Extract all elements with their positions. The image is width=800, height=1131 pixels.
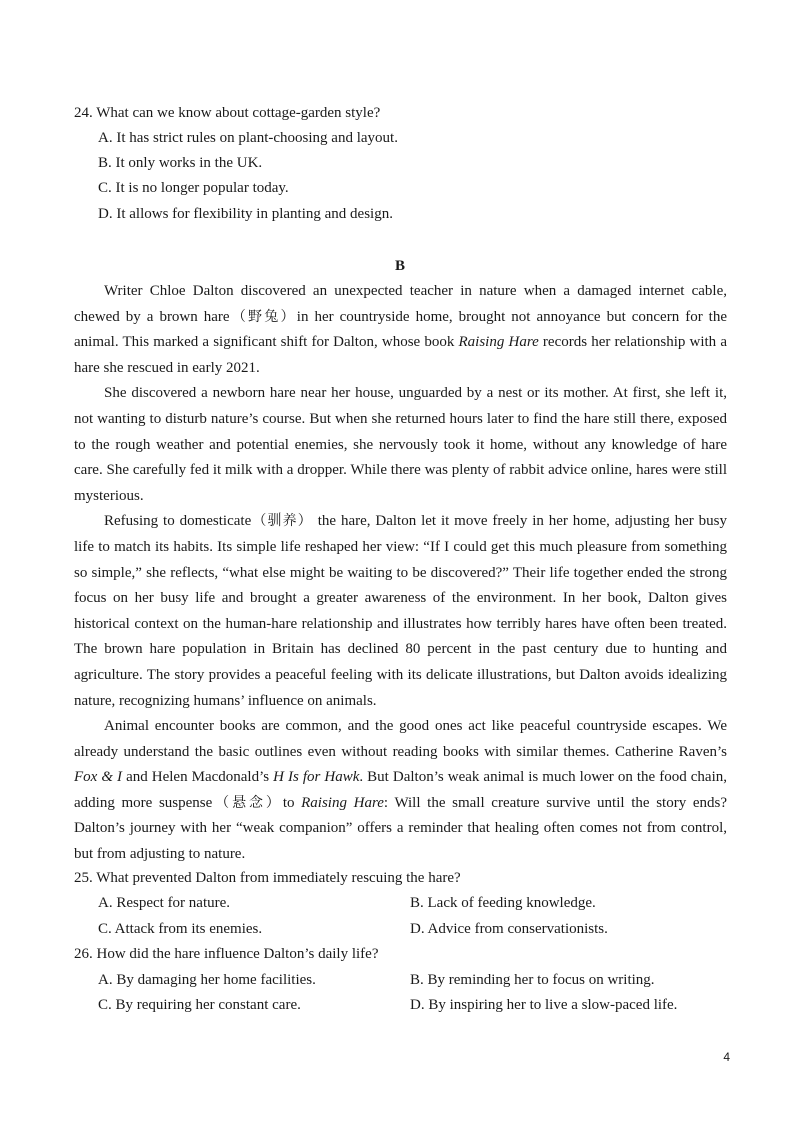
passage-b: [74, 279, 727, 868]
p4-book-hawk: H Is for Hawk: [273, 769, 360, 786]
p4-book-title: Raising Hare: [301, 794, 384, 811]
p1-text-a: Writer Chloe Dalton discovered an unexpected teacher in nature when a damaged internet cable, chewed by a brown hare: [74, 283, 727, 325]
question-24-option-d: D. It allows for flexibility in planting and design.: [98, 206, 393, 222]
p3-text-c: the hare, Dalton let it move freely in her home, adjusting her busy life to match its habits. Its simple life reshaped her view: “If I could get this much pleasure from something so simple,” she reflects, “what else might be waiting to be discovered?” Their life together ended the strong focus on her busy life and brought a greater awareness of the environment. In her book, Dalton gives historical context on the human-hare relationship and illustrates how terribly hares have often been treated. The brown hare population in Britain has declined 80 percent in the past century due to hunting and agriculture. The story provides a peaceful feeling with its delicate illustrations, but Dalton avoids idealizing nature, recognizing humans’ influence on animals.: [74, 513, 728, 709]
question-25-stem: 25. What prevented Dalton from immediately rescuing the hare?: [74, 870, 461, 886]
p1-gloss-hare: （野兔）: [229, 308, 297, 325]
question-25-option-a: A. Respect for nature.: [98, 895, 231, 911]
p4-text-g: to: [282, 794, 302, 811]
p4-gloss-suspense: （悬念）: [212, 794, 283, 811]
p3-text-a: Refusing to domesticate: [104, 513, 252, 530]
question-26-option-a: A. By damaging her home facilities.: [98, 972, 316, 988]
page-number: 4: [723, 1050, 730, 1064]
passage-paragraph-4: [74, 714, 727, 868]
question-26-option-d: D. By inspiring her to live a slow-paced life.: [410, 997, 678, 1013]
question-26-option-c: C. By requiring her constant care.: [98, 997, 301, 1013]
question-24-option-a: A. It has strict rules on plant-choosing and layout.: [98, 130, 398, 146]
p1-text-e: records her relationship with a hare she rescued in early 2021.: [74, 334, 727, 376]
passage-paragraph-1: [74, 279, 727, 381]
p4-text-a: Animal encounter books are common, and the good ones act like peaceful countryside escapes. We already understand the basic outlines even without reading books with similar themes. Catherine Raven’s: [74, 718, 727, 760]
p4-text-i: : Will the small creature survive until the story ends? Dalton’s journey with her “weak companion” offers a reminder that healing often comes not from control, but from adjusting to nature.: [74, 794, 727, 863]
question-24-option-c: C. It is no longer popular today.: [98, 180, 289, 196]
question-24-stem: 24. What can we know about cottage-garden style?: [74, 105, 381, 121]
p1-text-c: in her countryside home, brought not annoyance but concern for the animal. This marked a significant shift for Dalton, whose book: [74, 308, 728, 351]
p4-text-c: and Helen Macdonald’s: [122, 769, 274, 786]
p1-book-title: Raising Hare: [458, 334, 539, 351]
question-25-option-c: C. Attack from its enemies.: [98, 921, 263, 937]
p3-gloss-domesticate: （驯养）: [251, 513, 313, 530]
passage-paragraph-2: She discovered a newborn hare near her house, unguarded by a nest or its mother. At first, she left it, not wanting to disturb nature’s course. But when she returned hours later to find the hare still there, exposed to the rough weather and potential enemies, she nervously took it home, without any knowledge of hare care. She carefully fed it milk with a dropper. While there was plenty of rabbit advice online, hares were still mysterious.: [74, 385, 727, 504]
p4-text-e: . But Dalton’s weak animal is much lower on the food chain, adding more suspense: [74, 769, 727, 811]
p4-book-fox: Fox & I: [74, 769, 123, 786]
section-b-heading: B: [394, 258, 405, 274]
question-25-option-d: D. Advice from conservationists.: [410, 921, 608, 937]
question-25-option-b: B. Lack of feeding knowledge.: [410, 895, 596, 911]
question-26-stem: 26. How did the hare influence Dalton’s daily life?: [74, 946, 379, 962]
question-24-option-b: B. It only works in the UK.: [98, 155, 263, 171]
passage-paragraph-3: [74, 509, 727, 714]
question-26-option-b: B. By reminding her to focus on writing.: [410, 972, 655, 988]
